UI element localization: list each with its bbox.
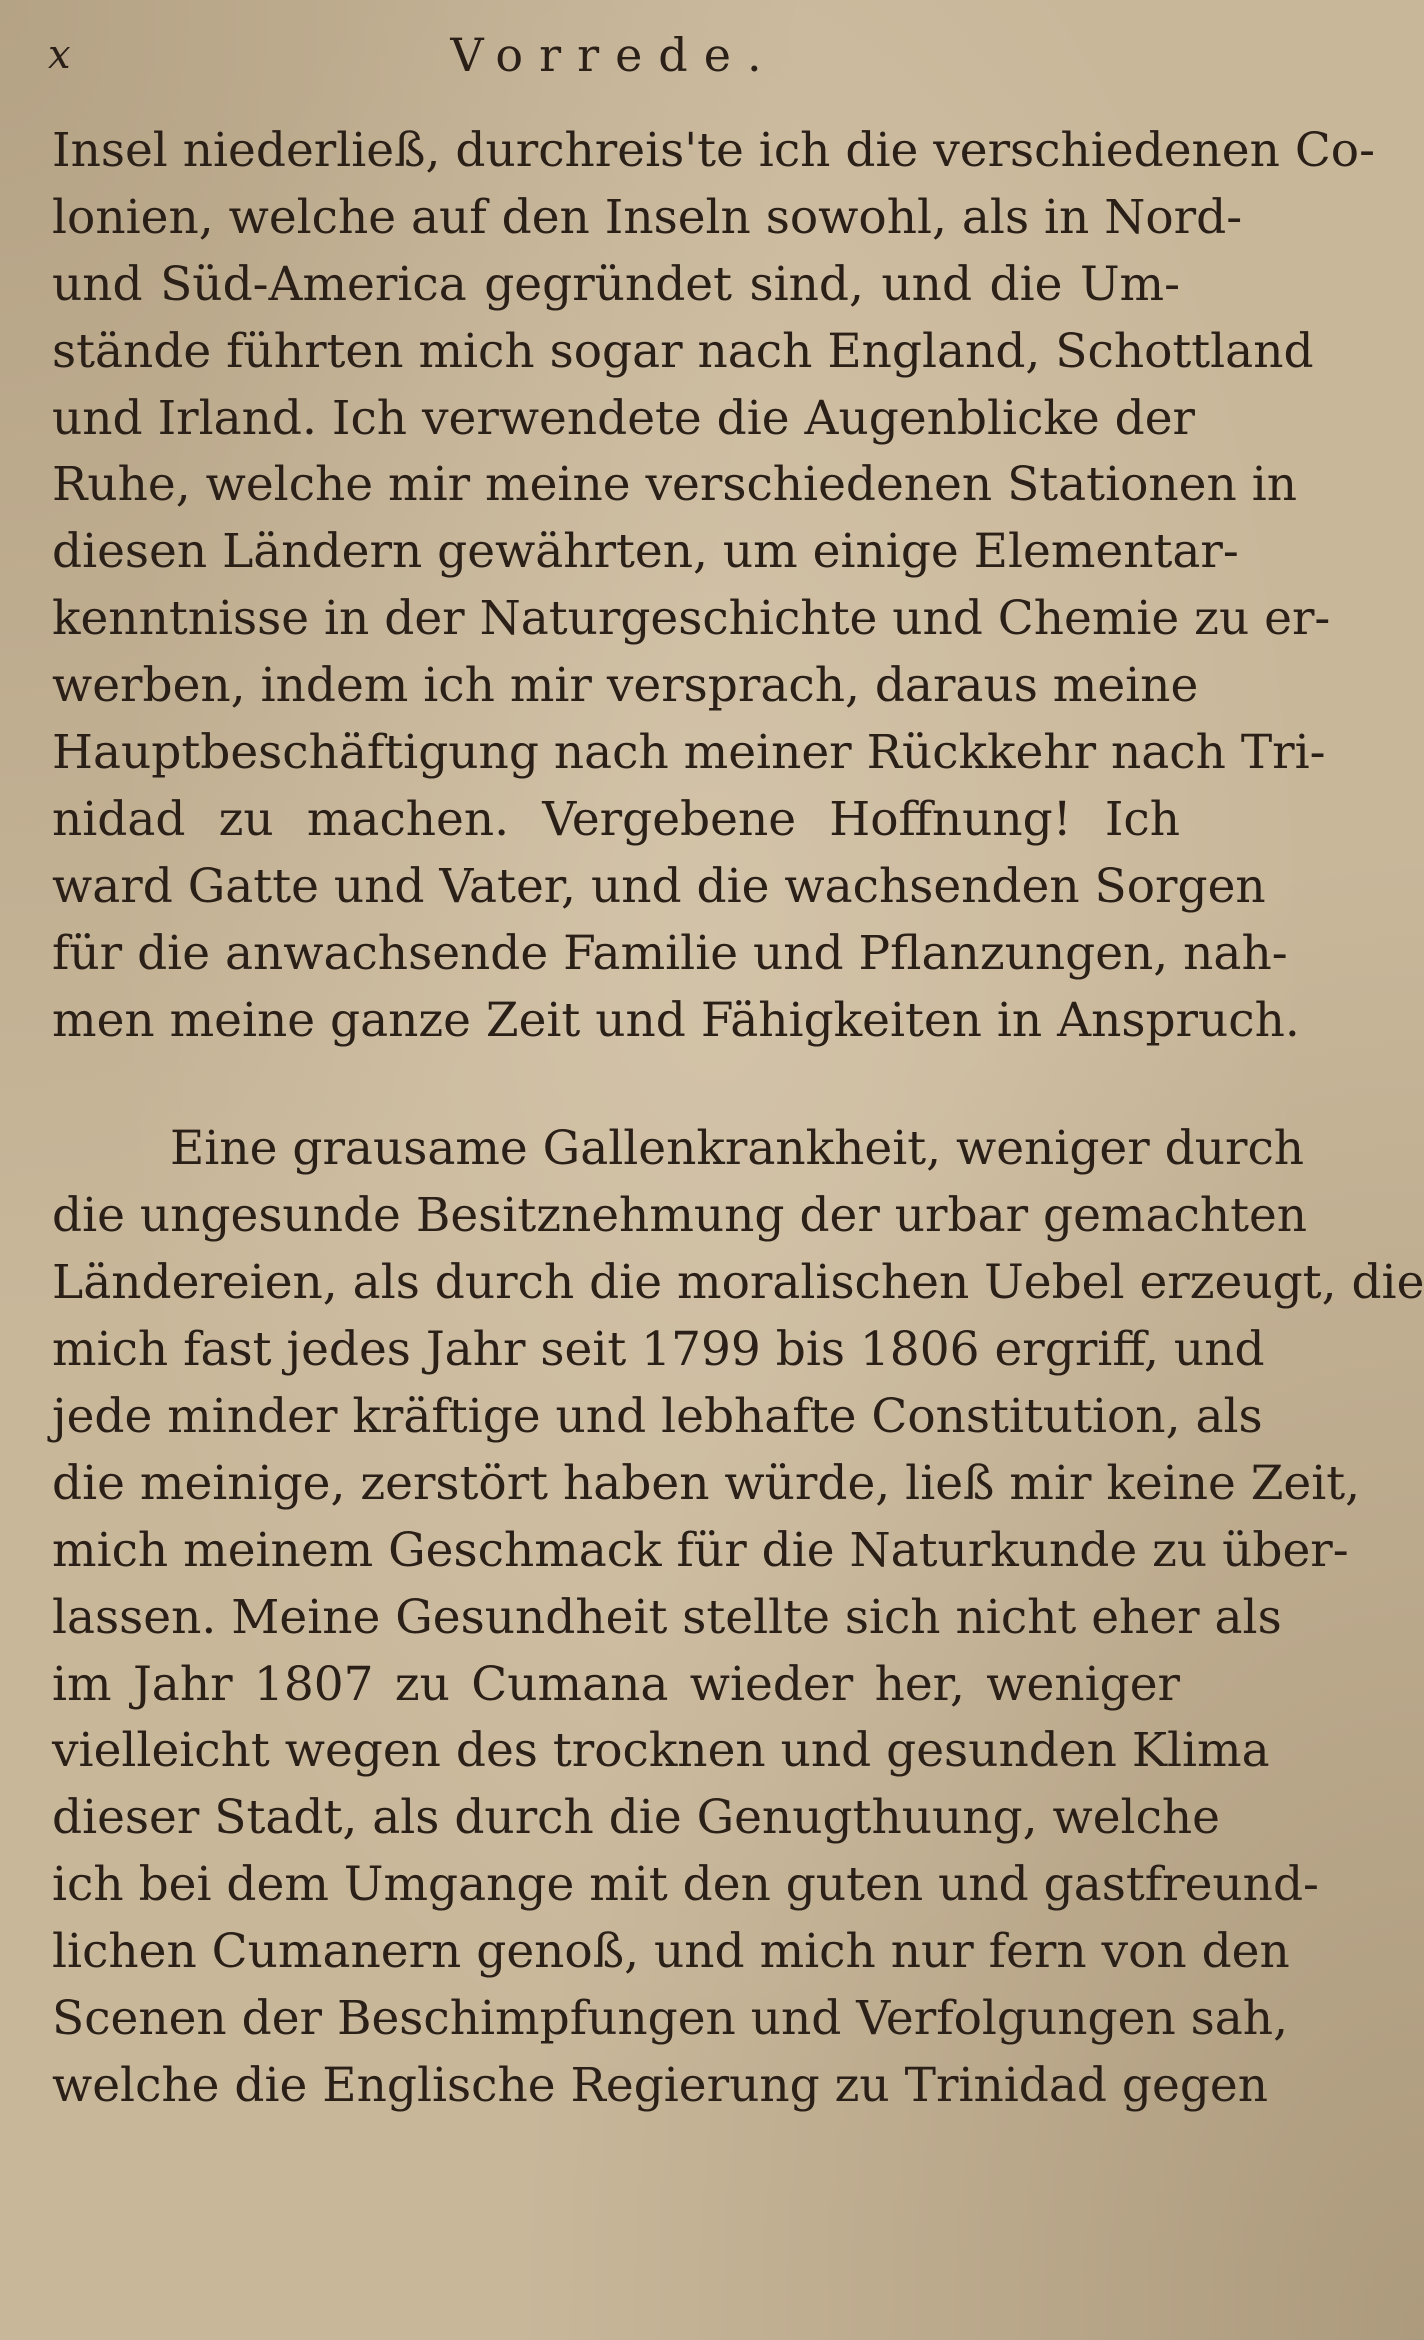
text-line: dieser Stadt, als durch die Genugthuung, welche (52, 1790, 1220, 1846)
text-line: und Irland. Ich verwendete die Augenblicke der (52, 390, 1196, 446)
text-line: im Jahr 1807 zu Cumana wieder her, weniger (52, 1656, 1180, 1712)
text-line: mich meinem Geschmack für die Naturkunde zu über- (52, 1522, 1349, 1578)
paragraph-2 (52, 1116, 1424, 2119)
text-line: ward Gatte und Vater, und die wachsenden Sorgen (52, 858, 1266, 914)
text-line: Insel niederließ, durchreis'te ich die verschiedenen Co- (52, 123, 1375, 178)
paragraph-1 (52, 118, 1375, 1054)
page-number: x (48, 32, 72, 78)
text-line: Scenen der Beschimpfungen und Verfolgungen sah, (52, 1991, 1289, 2047)
text-line: lonien, welche auf den Inseln sowohl, als in Nord- (52, 189, 1243, 245)
text-line: die meinige, zerstört haben würde, ließ mir keine Zeit, (52, 1455, 1361, 1511)
text-line: Hauptbeschäftigung nach meiner Rückkehr nach Tri- (52, 725, 1326, 781)
text-line: lassen. Meine Gesundheit stellte sich nicht eher als (52, 1589, 1282, 1645)
text-line: vielleicht wegen des trocknen und gesunden Klima (52, 1723, 1270, 1779)
text-line: Ruhe, welche mir meine verschiedenen Stationen in (52, 457, 1297, 513)
text-line: nidad zu machen. Vergebene Hoffnung! Ich (52, 791, 1180, 847)
body-text (52, 118, 1424, 2120)
text-line: welche die Englische Regierung zu Trinidad gegen (52, 2057, 1268, 2113)
text-line: und Süd-America gegründet sind, und die Um- (52, 256, 1180, 312)
text-line: Ländereien, als durch die moralischen Uebel erzeugt, die (52, 1255, 1424, 1311)
text-line: mich fast jedes Jahr seit 1799 bis 1806 ergriff, und (52, 1322, 1265, 1378)
paragraph-gap (52, 1054, 1180, 1116)
text-line: werben, indem ich mir versprach, daraus meine (52, 658, 1199, 714)
text-line: lichen Cumanern genoß, und mich nur fern von den (52, 1924, 1290, 1980)
text-line: Eine grausame Gallenkrankheit, weniger durch (170, 1121, 1305, 1177)
text-line: diesen Ländern gewährten, um einige Elementar- (52, 524, 1239, 580)
text-line: jede minder kräftige und lebhafte Constitution, als (52, 1389, 1263, 1445)
text-line: die ungesunde Besitznehmung der urbar gemachten (52, 1188, 1308, 1244)
running-head (0, 28, 1228, 88)
text-line: stände führten mich sogar nach England, Schottland (52, 323, 1314, 379)
text-line: für die anwachsende Familie und Pflanzungen, nah- (52, 925, 1288, 981)
text-line: ich bei dem Umgange mit den guten und gastfreund- (52, 1857, 1319, 1913)
text-line: men meine ganze Zeit und Fähigkeiten in Anspruch. (52, 992, 1300, 1048)
page-title: Vorrede. (450, 28, 778, 82)
text-line: kenntnisse in der Naturgeschichte und Chemie zu er- (52, 591, 1331, 647)
